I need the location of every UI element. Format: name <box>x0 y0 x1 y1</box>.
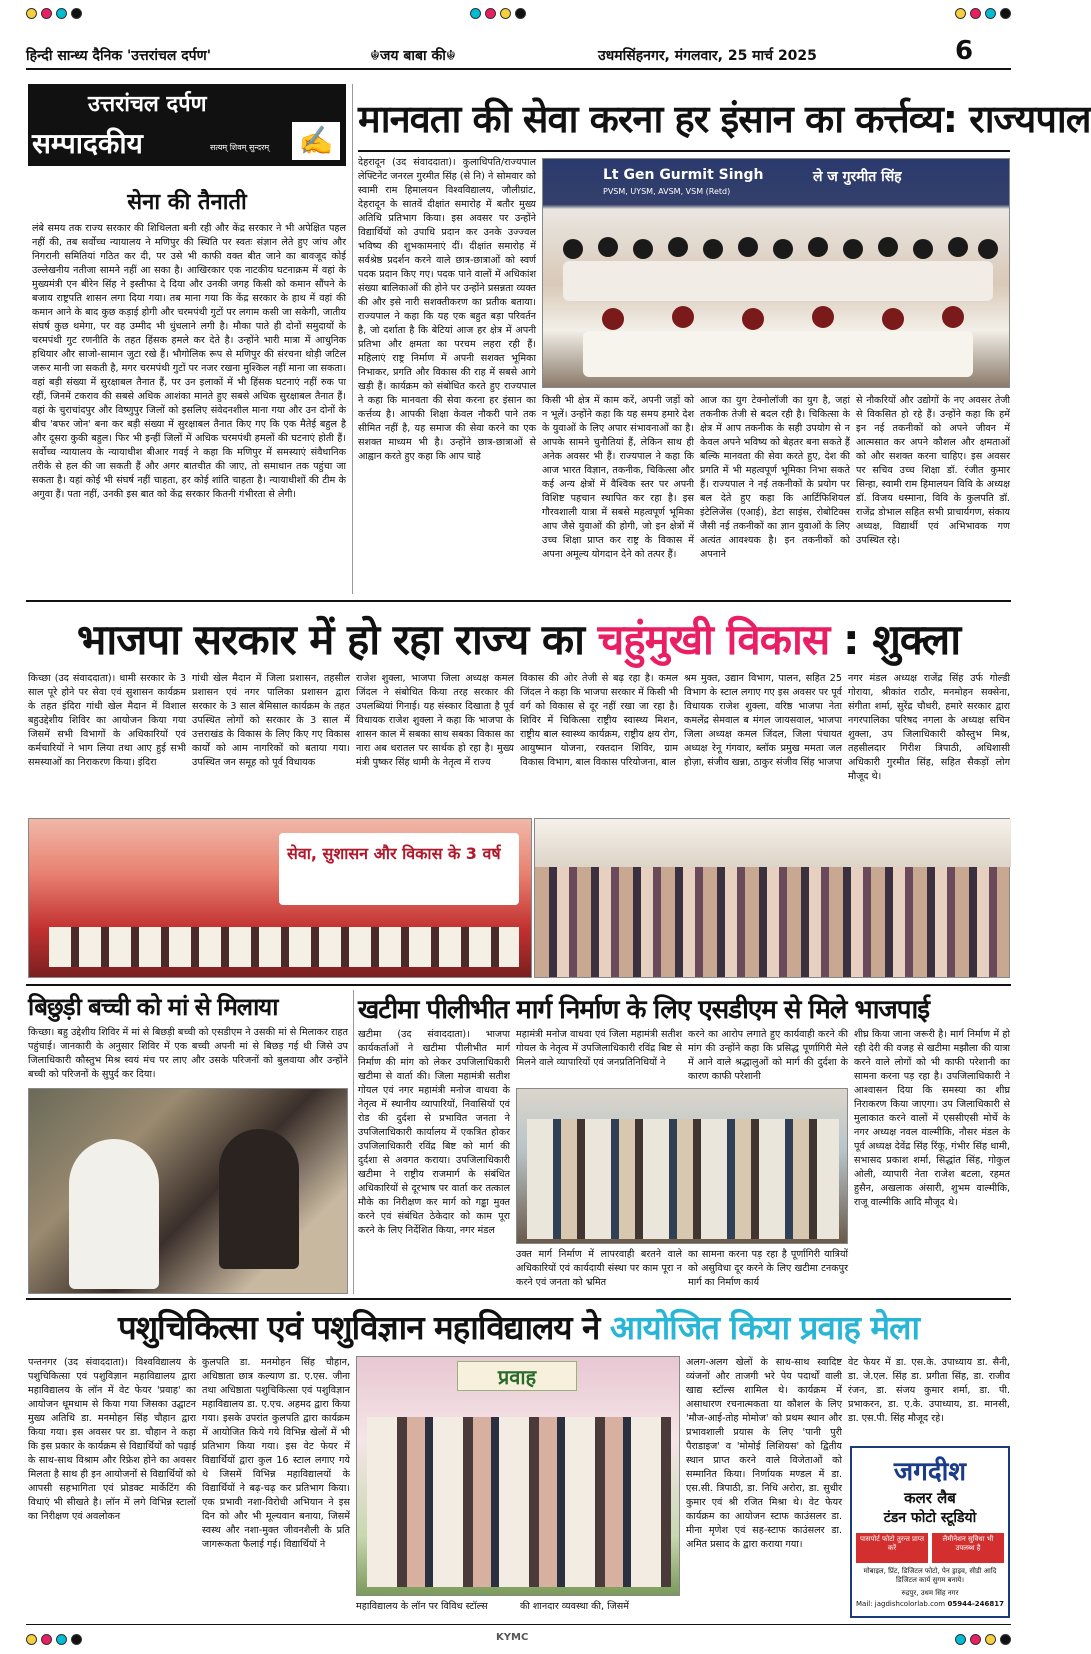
story4-col2b: उक्त मार्ग निर्माण में लापरवाही बरतने वाले अधिकारियों एवं कार्यदायी संस्था पर काम पूरा न करने एवं जनता को भ्रमित <box>516 1249 682 1288</box>
yellow-dot-icon <box>985 1634 996 1645</box>
trident-icon: ☬ <box>445 48 456 64</box>
photo-banner <box>583 165 973 209</box>
ad-badges <box>856 1533 1004 1563</box>
story5-col1: पन्तनगर (उद संवाददाता)। विश्वविद्यालय के पशुचिकित्सा एवं पशुविज्ञान महाविद्यालय द्वारा महाविद्यालय के लॉन में वेट फेयर 'प्रवाह' का आयोजन धूमधाम से किया गया जिसका उद्घाटन मुख्य अतिथि डा. मनमोहन सिंह चौहान द्वारा किया गया। इस अवसर पर डा. चौहान ने कहा कि इस प्रकार के कार्यक्रम से विद्यार्थियों को पढ़ाई के साथ-साथ विश्राम और रिफ्रेश होने का अवसर मिलता है साथ ही इन आयोजनों से विद्यार्थियों को आपसी सहभागिता एवं प्रोडक्ट मार्केटिंग की विधाएं भी सीखते है। लॉन में लगे विभिन्न स्टालों का निरीक्षण एवं अवलोकन <box>28 1357 196 1522</box>
story2-col2: गांधी खेल मैदान में जिला प्रशासन, तहसील प्रशासन एवं नगर पालिका प्रशासन द्वारा सरकार के 3 साल बेमिसाल कार्यक्रम के तहत उपस्थित लोगों को सरकार के 3 साल में उत्तराखंड के विकास के लिए किए गए विकास कार्यों को आम नागरिकों को बताया गया। उपस्थित जन समूह को पूर्व विधायक <box>192 673 350 768</box>
magenta-dot-icon <box>970 1634 981 1645</box>
fair-people <box>367 1417 671 1587</box>
editorial-section: सम्पादकीय <box>32 127 143 160</box>
story2-headline <box>26 610 1011 667</box>
story4-col3b: का सामना करना पड़ रहा है पूर्णागिरी यात्रियों को असुविधा दूर करने के लिए खटीमा टनकपुर मार्ग का निर्माण कार्य <box>688 1249 848 1288</box>
color-dots-top-left <box>26 8 82 19</box>
vet-fair-photo <box>356 1356 680 1596</box>
story5-headline-highlight: आयोजित किया प्रवाह मेला <box>609 1308 920 1347</box>
black-dot-icon <box>1000 8 1011 19</box>
ad-phone: 05944-246817 <box>947 1600 1004 1608</box>
magenta-dot-icon <box>970 8 981 19</box>
story2-headline-part2: : शुक्ला <box>829 615 961 664</box>
story2-col1: किच्छा (उद संवाददाता)। धामी सरकार के 3 साल पूरे होने पर सेवा एवं सुशासन कार्यक्रम के तहत इंदिरा गांधी खेल मैदान में विशाल बहुउद्देशीय शिविर का आयोजन किया गया जिसमें सभी विभागों के अधिकारियों एवं कर्मचारियों ने भाग लिया तथा आए हुई सभी समस्याओं का निराकरण किया। इंदिरा <box>28 673 186 768</box>
cyan-dot-icon <box>56 1634 67 1645</box>
graduates-group <box>553 219 1001 379</box>
yellow-dot-icon <box>26 1634 37 1645</box>
ad-title: जगदीश <box>893 1457 967 1487</box>
story1-col1: देहरादून (उद संवाददाता)। कुलाधिपति/राज्यपाल लेफ्टिनेंट जनरल गुरमीत सिंह (से नि) ने सोमवार को स्वामी राम हिमालयन विश्वविद्यालय, जौलीग्रांट, देहरादून के सातवें दीक्षांत समारोह में बतौर मुख्य अतिथि प्रतिभाग किया। इस अवसर पर उन्होंने विद्यार्थियों को उपाधि प्रदान कर उनके उज्ज्वल भविष्य की शुभकामनाएं दीं। दीक्षांत समारोह में सर्वश्रेष्ठ प्रदर्शन करने वाले छात्र-छात्राओं को स्वर्ण पदक प्रदान किए गए। पदक पाने वालों में अधिकांश संख्या बालिकाओं की होने पर उन्होंने प्रसन्नता व्यक्त की और इसे नारी सशक्तीकरण का प्रतीक बताया। राज्यपाल ने कहा कि यह एक बहुत बड़ा परिवर्तन है, जो दर्शाता है कि बेटियां आज हर क्षेत्र में अपनी प्रतिभा और क्षमता का परचम लहरा रही हैं। महिलाएं राष्ट्र निर्माण में अपनी सशक्त भूमिका निभाकर, प्रगति और विकास की राह में सबसे आगे खड़ी हैं। कार्यक्रम को संबोधित करते हुए राज्यपाल ने कहा कि मानवता की सेवा करना हर इंसान का कर्त्तव्य है। आपकी शिक्षा केवल नौकरी पाने तक सीमित नहीं है, यह समाज की सेवा करने का एक सशक्त माध्यम भी है। उन्होंने छात्र-छात्राओं से आह्वान करते हुए कहा कि आप चाहे <box>358 157 536 462</box>
photo-banner-left: Lt Gen Gurmit Singh <box>603 167 764 183</box>
registration-mark-icon: KYMC <box>496 1632 529 1643</box>
masthead-center-text: जय बाबा की <box>379 48 446 64</box>
yellow-dot-icon <box>26 8 37 19</box>
color-dots-top-center <box>470 8 526 19</box>
editorial-body: लंबे समय तक राज्य सरकार की शिथिलता बनी रही और केंद्र सरकार ने भी अपेक्षित पहल नहीं की, तब सर्वोच्च न्यायालय ने मणिपुर की स्थिति पर स्वतः संज्ञान लेते हुए जांच और निगरानी समितियां गठित कर दी, पर उसे भी काफी वक्त बीत जाने का बावजूद कोई उल्लेखनीय नतीजा सामने नहीं आ सका है। आखिरकार एक नाटकीय घटनाक्रम में वहां के मुख्यमंत्री एन बीरेन सिंह ने इस्तीफा दे दिया और उनकी जगह किसी को कमान सौंपने के बजाय राष्ट्रपति शासन लगा दिया गया। तब माना गया कि केंद्र सरकार के हाथ में वहां की कमान आने के बाद कुछ कड़ाई होगी और चरमपंथी गुटों पर लगाम कसी जा सकेगी, जातीय संघर्ष कुछ थमेगा, पर वह उम्मीद भी धुंधलाने लगी है। मौका पाते ही दोनों समुदायों के चरमपंथी गुट रणनीति के तहत हिंसक हमले कर देते है। उन्होंने भारी मात्रा में आधुनिक हथियार और साजो-सामान जुटा रखे हैं। भौगोलिक रूप से मणिपुर की संरचना थोड़ी जटिल जरूर मानी जा सकती है, मगर चरमपंथी गुटों पर नजर रखना मुश्किल नहीं माना जा सकता। वहां बड़ी संख्या में सुरक्षाबल तैनात हैं, पर उन इलाकों में भी हिंसक घटनाएं नहीं रुक पा रहीं, जिनमें टकराव की सबसे अधिक आशंका मानते हुए सबसे अधिक सुरक्षाबल तैनात हैं। वहां के चुराचांदपुर और विष्णुपुर जिलों को इसलिए संवेदनशील माना गया और उन दोनों के बीच 'बफर जोन' बना कर बड़ी संख्या में सुरक्षाबल तैनात किए गए कि एक मैतेई बहुल है और दूसरा कुकी बहुल। फिर भी इन्हीं जिलों में अधिक चरमपंथी हमलों की घटनाएं होती हैं। सर्वोच्च न्यायालय के न्यायाधीश बीआर गवई ने कहा कि मणिपुर में समस्याएं संवैधानिक तरीके से हल की जा सकती हैं और अगर बातचीत की जाए, तो समाधान तक पहुंचा जा सकता है। यहां कोई भी संघर्ष नहीं चाहता, हर कोई शांति चाहता है। न्यायाधीशों की टीम के अगुवा हैं। पता नहीं, उनकी इस बात को केंद्र सरकार कितनी गंभीरता से लेगी। <box>32 223 346 500</box>
ad-address: रुद्रपुर, उधम सिंह नगर <box>901 1589 959 1597</box>
ad-email: Mail: jagdishcolorlab.com <box>856 1600 946 1608</box>
color-dots-bottom-left <box>26 1634 82 1645</box>
ad-line1: कलर लैब <box>904 1489 956 1507</box>
ad-contact <box>856 1600 1004 1608</box>
story2-col5: श्रम मुक्त, उद्यान विभाग, पालन, सहित 25 विभाग के स्टाल लगाए गए इस अवसर पर पूर्व विधायक राजेश शुक्ला, वरिष्ठ भाजपा नेता कमलेंद्र सेमवाल ब मंगल जायसवाल, भाजपा जिला अध्यक्ष कमल जिंदल, जिला पंचायत अध्यक्ष रेनू गंगवार, ब्लॉक प्रमुख ममता जल होज़ा, संजीव खन्ना, ठाकुर संजीव सिंह भाजपा <box>684 673 842 768</box>
ad-line2: टंडन फोटो स्टूडियो <box>883 1510 977 1526</box>
masthead-left: हिन्दी सान्ध्य दैनिक 'उत्तरांचल दर्पण' <box>26 48 212 64</box>
photo-banner-right: ले ज गुरमीत सिंह <box>813 169 902 185</box>
story4-col2: महामंत्री मनोज वाधवा एवं जिला महामंत्री सतीश गोयल के नेतृत्व में उपजिलाधिकारी रविंद्र बिष्ट से मिलने वाले व्यापारियों एवं जनप्रतिनिधियों ने <box>516 1029 682 1068</box>
convocation-photo <box>542 158 1010 388</box>
story5-headline <box>26 1304 1011 1349</box>
cyan-dot-icon <box>985 8 996 19</box>
meeting-photo <box>516 1088 848 1244</box>
story5-col2: कुलपति डा. मनमोहन सिंह चौहान, अधिष्ठाता छात्र कल्याण डा. ए.एस. जीना तथा अधिष्ठाता पशुचिकित्सा एवं पशुविज्ञान महाविद्यालय डा. ए.एच. अहमद द्वारा किया गया। इसके उपरांत कुलपति द्वारा कार्यक्रम में आयोजित किये गये विभिन्न खेलों में भी प्रतिभाग किया गया। इस वेट फेयर में विद्यार्थियों द्वारा कुल 16 स्टाल लगाए गये थे जिसमें विभिन्न महाविद्यालयों के विद्यार्थियों ने बढ़-चढ़ कर प्रतिभाग किया। एक प्रभावी नशा-विरोधी अभियान ने इस दिन को और भी मूल्यवान बनाया, जिसमें स्वस्थ और नशा-मुक्त जीवनशैली के प्रति जागरूकता फैलाई गई। विद्यार्थियों ने <box>202 1357 350 1550</box>
magenta-dot-icon <box>41 1634 52 1645</box>
jagdish-ad <box>850 1446 1010 1618</box>
crowd-photo <box>534 818 1010 978</box>
story2-col3: राजेश शुक्ला, भाजपा जिला अध्यक्ष कमल जिंदल ने संबोधित किया तरह सरकार की उपलब्धियां गिनाई। यह संस्कार दिखाता है पूर्व विधायक राजेश शुक्ला ने कहा कि भाजपा के शासन काल में सबका साथ सबका विकास का नारा अब धरातल पर सार्थक हो रहा है। मुख्य मंत्री पुष्कर सिंह धामी के नेतृत्व में राज्य <box>356 673 514 768</box>
story2-col4: विकास की ओर तेजी से बढ़ रहा है। कमल जिंदल ने कहा कि भाजपा सरकार में किसी भी वर्ग को विकास से दूर नहीं रखा जा रहा है। शिविर में चिकित्सा राष्ट्रीय स्वास्थ्य मिशन, राष्ट्रीय बाल स्वास्थ्य कार्यक्रम, राष्ट्रीय क्षय रोग, आयुष्मान योजना, रक्तदान शिविर, ग्राम विकास विभाग, बाल विकास परियोजना, बाल <box>520 673 678 768</box>
yellow-dot-icon <box>500 8 511 19</box>
story2-headline-highlight: चहुंमुखी विकास <box>597 615 830 664</box>
header-rule <box>26 68 1011 70</box>
black-dot-icon <box>1000 1634 1011 1645</box>
child-figure <box>219 1129 299 1269</box>
editorial-motto: सत्यम् शिवम् सुन्दरम् <box>210 143 270 152</box>
photo-banner-sub: PVSM, UYSM, AVSM, VSM (Retd) <box>603 187 731 196</box>
cyan-dot-icon <box>955 1634 966 1645</box>
story1-headline-rule <box>358 150 1010 152</box>
story2-headline-part1: भाजपा सरकार में हो रहा राज्य का <box>76 615 598 664</box>
footer-rule <box>26 1624 1011 1625</box>
story4-headline: खटीमा पीलीभीत मार्ग निर्माण के लिए एसडीएम से मिले भाजपाई <box>358 995 930 1025</box>
pen-icon: ✍ <box>292 122 340 160</box>
story4-col3: करने का आरोप लगाते हुए कार्यवाही करने की मांग की उन्होंने कहा कि प्रसिद्ध पूर्णागिरी मेले में आने वाले श्रद्धालुओं को मार्ग की दुर्दशा के कारण काफी परेशानी <box>688 1029 848 1082</box>
reunion-photo <box>28 1088 348 1294</box>
masthead-center <box>370 46 456 65</box>
story4-col1: खटीमा (उद संवाददाता)। भाजपा कार्यकर्ताओं ने खटीमा पीलीभीत मार्ग निर्माण की मांग को लेकर उपजिलाधिकारी खटीमा से वार्ता की। जिला महामंत्री सतीश गोयल एवं नगर महामंत्री मनोज वाधवा के नेतृत्व में स्थानीय व्यापारियों, निवासियों एवं रोड की दुर्दशा से प्रभावित जनता ने उपजिलाधिकारी कार्यालय में एकत्रित होकर उपजिलाधिकारी रविंद्र बिष्ट को मार्ग की दुर्दशा से अवगत कराया। उपजिलाधिकारी खटीमा ने राष्ट्रीय राजमार्ग के संबंधित अधिकारियों से दूरभाष पर वार्ता कर तत्काल मौके का निरीक्षण कर मार्ग को गड्ढा मुक्त करने एवं संबंधित ठेकेदार को काम पूरा करने के लिए निर्देशित किया, नगर मंडल <box>358 1029 510 1236</box>
meeting-people <box>527 1119 839 1239</box>
editorial-banner <box>28 84 346 166</box>
cyan-dot-icon <box>56 8 67 19</box>
color-dots-top-right <box>955 8 1011 19</box>
story3-divider <box>353 990 354 1294</box>
black-dot-icon <box>71 8 82 19</box>
editorial-brand: उत्तरांचल दर्पण <box>88 91 207 117</box>
story5-headline-part1: पशुचिकित्सा एवं पशुविज्ञान महाविद्यालय ने <box>117 1308 610 1347</box>
ad-services: मोबाइल, प्रिंट, डिजिटल फोटो, पेन ड्राइव, सीडी आदि डिजिटल कार्य सुगम बनाये। <box>863 1567 997 1584</box>
black-dot-icon <box>515 8 526 19</box>
story2-col6: नगर मंडल अध्यक्ष राजेंद्र सिंह उर्फ गोल्डी गोराया, श्रीकांत राठौर, मनमोहन सक्सेना, संगीता शर्मा, सुरेंद्र चौधरी, हमारे सरकार द्वारा नगरपालिका परिषद नगला के अध्यक्ष सचिन शुक्ला, उप जिलाधिकारी कौस्तुभ मिश्र, तहसीलदार गिरीश त्रिपाठी, अधिशासी अधिकारी गुरमीत सिंह, सहित सैकड़ों लोग मौजूद थे। <box>848 673 1010 782</box>
cyan-dot-icon <box>470 8 481 19</box>
story5-col3b: की शानदार व्यवस्था की, जिसमें <box>520 1601 629 1612</box>
section-rule-1 <box>26 600 1011 602</box>
masthead-right: उधमसिंहनगर, मंगलवार, 25 मार्च 2025 <box>598 48 817 64</box>
black-dot-icon <box>71 1634 82 1645</box>
ad-badge-left: पासपोर्ट फोटो तुरन्त प्राप्त करें <box>856 1533 928 1563</box>
story3-headline: बिछुड़ी बच्ची को मां से मिलाया <box>28 993 278 1021</box>
story4-col4: शीघ्र किया जाना जरूरी है। मार्ग निर्माण में हो रही देरी की वजह से खटीमा मझौला की यात्रा करने वाले लोगों को भी काफी परेशानी का सामना करना पड़ रहा है। उपजिलाधिकारी ने आश्वासन दिया कि समस्या का शीघ्र निराकरण किया जाएगा। उप जिलाधिकारी से मुलाकात करने वालों में एससीएसी मोर्चे के नगर अध्यक्ष नवल वाल्मीकि, नौसर मंडल के पूर्व अध्यक्ष देवेंद्र सिंह रिंकू, गंभीर सिंह धामी, सभासद प्रकाश शर्मा, सिद्धांत सिंह, गोकुल ओली, व्यापारी नेता राजेश बटला, रहमत हुसैन, अखलाक अंसारी, शुभम वाल्मीकि, राजू वाल्मीकि आदि मौजूद थे। <box>854 1029 1010 1208</box>
graduates-silhouettes <box>553 219 1001 379</box>
page-number: 6 <box>955 36 974 66</box>
story5-col5: वेट फेयर में डा. एस.के. उपाध्याय डा. सैनी, डा. जे.एल. सिंह डा. प्रगीता सिंह, डा. राजीव रंजन, डा. संजय कुमार शर्मा, डा. पी. प्रभाकरन, डा. ए.के. उपाध्याय, डा. मानसी, डा. एस.पी. सिंह मौजूद रहे। <box>848 1357 1010 1424</box>
story3-body: किच्छा। बहु उद्देशीय शिविर में मां से बिछड़ी बच्ची को एसडीएम ने उसकी मां से मिलाकर राहत पहुंचाई। जानकारी के अनुसार शिविर में एक बच्ची अपनी मां से बिछड़ गई थी जिसे उप जिलाधिकारी कौस्तुभ मिश्र स्वयं मंच पर लाए और उसके परिजनों को बुलवाया और उन्होंने बच्ची को परिजनों के सुपुर्द कर दिया। <box>28 1027 348 1080</box>
story1-col4: से नौकरियों और उद्योगों के नए अवसर तेजी से विकसित हो रहे हैं। उन्होंने कहा कि हमें इन नई तकनीकों को अपने जीवन में आत्मसात कर अपने कौशल और क्षमताओं को और सशक्त करना चाहिए। इस अवसर पर सचिव उच्च शिक्षा डॉ. रंजीत कुमार सिन्हा, स्वामी राम हिमालयन विवि के अध्यक्ष डॉ. विजय धस्माना, विवि के कुलपति डॉ. राजेंद्र डोभाल सहित सभी प्राचार्यगण, संकाय अध्यक्ष, विद्यार्थी एवं अभिभावक गण उपस्थित रहे। <box>856 395 1010 546</box>
color-dots-bottom-right <box>955 1634 1011 1645</box>
stage-banner: सेवा, सुशासन और विकास के 3 वर्ष <box>279 833 519 905</box>
stage-dignitaries <box>49 927 519 967</box>
vet-fair-sign: प्रवाह <box>457 1361 577 1391</box>
officer-figure <box>69 1139 159 1289</box>
story1-col2: किसी भी क्षेत्र में काम करें, अपनी जड़ों को न भूलें। उन्होंने कहा कि यह समय हमारे देश के युवाओं के लिए अपार संभावनाओं का है। आपके सामने चुनौतियां हैं, लेकिन साथ ही अनेक अवसर भी हैं। राज्यपाल ने कहा कि आज भारत विज्ञान, तकनीक, चिकित्सा और कई अन्य क्षेत्रों में वैश्विक स्तर पर अपनी विशिष्ट पहचान स्थापित कर रहा है। इस गौरवशाली यात्रा में सबसे महत्वपूर्ण भूमिका आप जैसे युवाओं की होगी, जो इन क्षेत्रों में उच्च शिक्षा प्राप्त कर राष्ट्र के विकास में अपना अमूल्य योगदान देने को तत्पर हैं। <box>542 395 694 560</box>
crowd-tent <box>535 819 1011 867</box>
yellow-dot-icon <box>955 8 966 19</box>
trident-icon: ☬ <box>370 48 380 64</box>
story5-col2b: महाविद्यालय के लॉन पर विविध स्टॉल्स <box>356 1601 488 1612</box>
ad-badge-right: लैमीनेशन सुविधा भी उपलब्ध है <box>932 1533 1004 1563</box>
magenta-dot-icon <box>485 8 496 19</box>
stage-photo <box>28 818 532 978</box>
editorial-divider <box>352 84 353 594</box>
section-rule-2 <box>26 984 1011 986</box>
story1-col3: आज का युग टेक्नोलॉजी का युग है, जहां तकनीक तेजी से बदल रही है। चिकित्सा के क्षेत्र में आप तकनीक के सही उपयोग से न केवल अपने भविष्य को बेहतर बना सकते हैं बल्कि मानवता की सेवा करते हुए, देश की प्रगति में भी महत्वपूर्ण भूमिका निभा सकते हैं। राज्यपाल ने नई तकनीकों के प्रयोग पर बल देते हुए कहा कि आर्टिफिशियल इंटेलिजेंस (एआई), डेटा साइंस, रोबोटिक्स जैसी नई तकनीकों का ज्ञान युवाओं के लिए अत्यंत आवश्यक है। इन तकनीकों को अपनाने <box>700 395 850 560</box>
story5-col4: अलग-अलग खेलों के साथ-साथ स्वादिष्ट व्यंजनों और ताजगी भरे पेय पदार्थों वाली खाद्य स्टॉल्स शामिल थे। कार्यक्रम में असाधारण रचनात्मकता या कौशल के लिए 'मौज-आई-तोह मोमोज' को प्रथम स्थान और प्रभावशाली प्रयास के लिए 'पानी पुरी पैराडाइज' व 'मोमोई लिशियस' को द्वितीय स्थान प्राप्त करने वाले विजेताओं को सम्मानित किया। निर्णायक मण्डल में डा. एस.सी. त्रिपाठी, डा. निधि अरोरा, डा. सुधीर कुमार एवं श्री रजित मिश्रा थे। वेट फेयर कार्यक्रम का आयोजन स्टाफ काउंसलर डा. मीना मृणेश एवं सह-स्टाफ काउंसलर डा. अमित प्रसाद के द्वारा कराया गया। <box>686 1357 842 1550</box>
section-rule-3 <box>26 1298 1011 1300</box>
magenta-dot-icon <box>41 8 52 19</box>
story1-headline: मानवता की सेवा करना हर इंसान का कर्त्तव्य: राज्यपाल <box>358 97 1091 141</box>
editorial-title: सेना की तैनाती <box>127 190 247 215</box>
